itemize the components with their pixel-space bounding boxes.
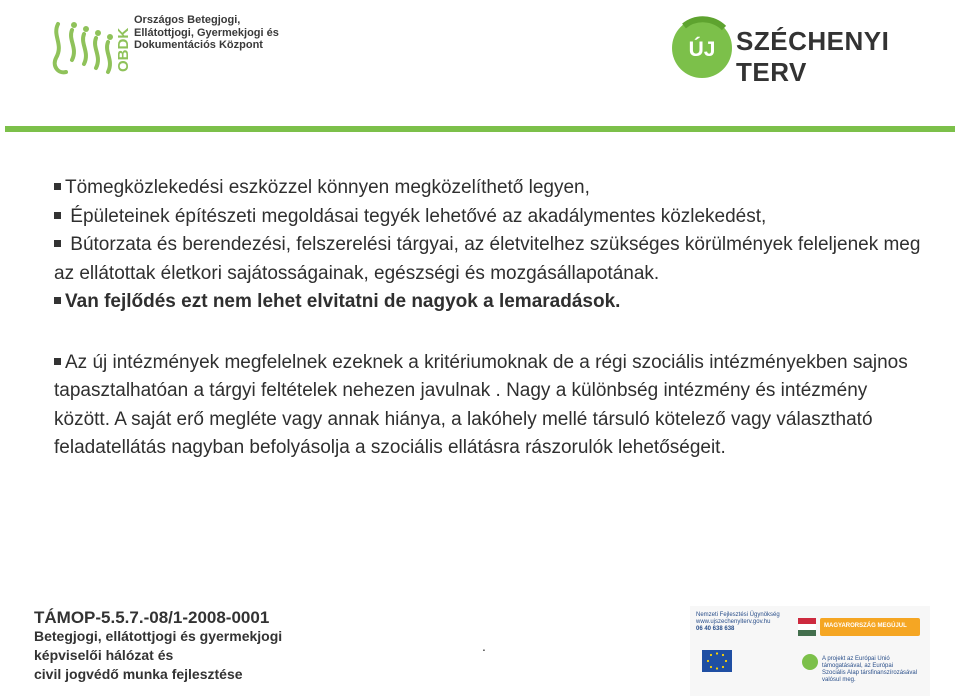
megujul-badge: MAGYARORSZÁG MEGÚJUL — [824, 623, 907, 629]
main-content — [54, 174, 924, 463]
project-code: TÁMOP-5.5.7.-08/1-2008-0001 — [34, 608, 270, 627]
eu-funding-panel — [690, 606, 930, 696]
project-title-line: képviselői hálózat és — [34, 647, 174, 663]
project-footer — [34, 608, 282, 684]
szechenyi-title: SZÉCHENYI TERV — [736, 26, 890, 87]
obdk-org-line: Dokumentációs Központ — [134, 39, 263, 51]
footer-dot: . — [482, 638, 486, 654]
header-divider — [5, 126, 955, 132]
bullet-item: Épületeinek építészeti megoldásai tegyék lehetővé az akadálymentes közlekedést, — [54, 203, 924, 232]
obdk-org-line: Ellátottjogi, Gyermekjogi és — [134, 26, 279, 39]
bullet-item: Bútorzata és berendezési, felszerelési tárgyai, az életvitelhez szükséges körülmények feleljenek meg az ellátottak életkori sajátosságainak, egészségi és mozgásállapotának. — [54, 231, 924, 288]
bullet-item: Tömegközlekedési eszközzel könnyen megközelíthető legyen, — [54, 174, 924, 203]
agency-line: 06 40 638 638 — [696, 626, 735, 632]
obdk-org-line: Országos Betegjogi, — [134, 14, 241, 26]
page-header — [0, 0, 960, 130]
agency-info — [696, 612, 780, 633]
bullet-item-bold: Van fejlődés ezt nem lehet elvitatni de nagyok a lemaradások. — [54, 288, 924, 317]
eu-funding-text — [822, 656, 928, 684]
agency-line: www.ujszechenyiterv.gov.hu — [696, 619, 771, 625]
project-title-line: Betegjogi, ellátottjogi és gyermekjogi — [34, 628, 283, 644]
eu-funding-line: Szociális Alap társfinanszírozásával valósul meg. — [822, 670, 918, 683]
eu-funding-line: A projekt az Európai Unió támogatásával, az Európai — [822, 656, 894, 669]
obdk-org-name — [134, 14, 279, 52]
szechenyi-prefix: ÚJ — [688, 38, 716, 61]
project-title-line: civil jogvédő munka fejlesztése — [34, 666, 243, 682]
spacer — [54, 317, 924, 349]
body-paragraph: Az új intézmények megfelelnek ezeknek a kritériumoknak de a régi szociális intézményekben sajnos tapasztalhatóan a tárgyi feltételek nehezen javulnak . Nagy a különbség intézmény és intézmény között. A saját erő megléte vagy annak hiánya, a lakóhely mellé társuló kötelező vagy választható feladatellátás nagyban befolyásolja a szociális ellátásra rászorulók lehetőségeit. — [54, 349, 924, 463]
agency-line: Nemzeti Fejlesztési Ügynökség — [696, 612, 780, 618]
obdk-vertical-text: OBDK — [115, 27, 132, 72]
